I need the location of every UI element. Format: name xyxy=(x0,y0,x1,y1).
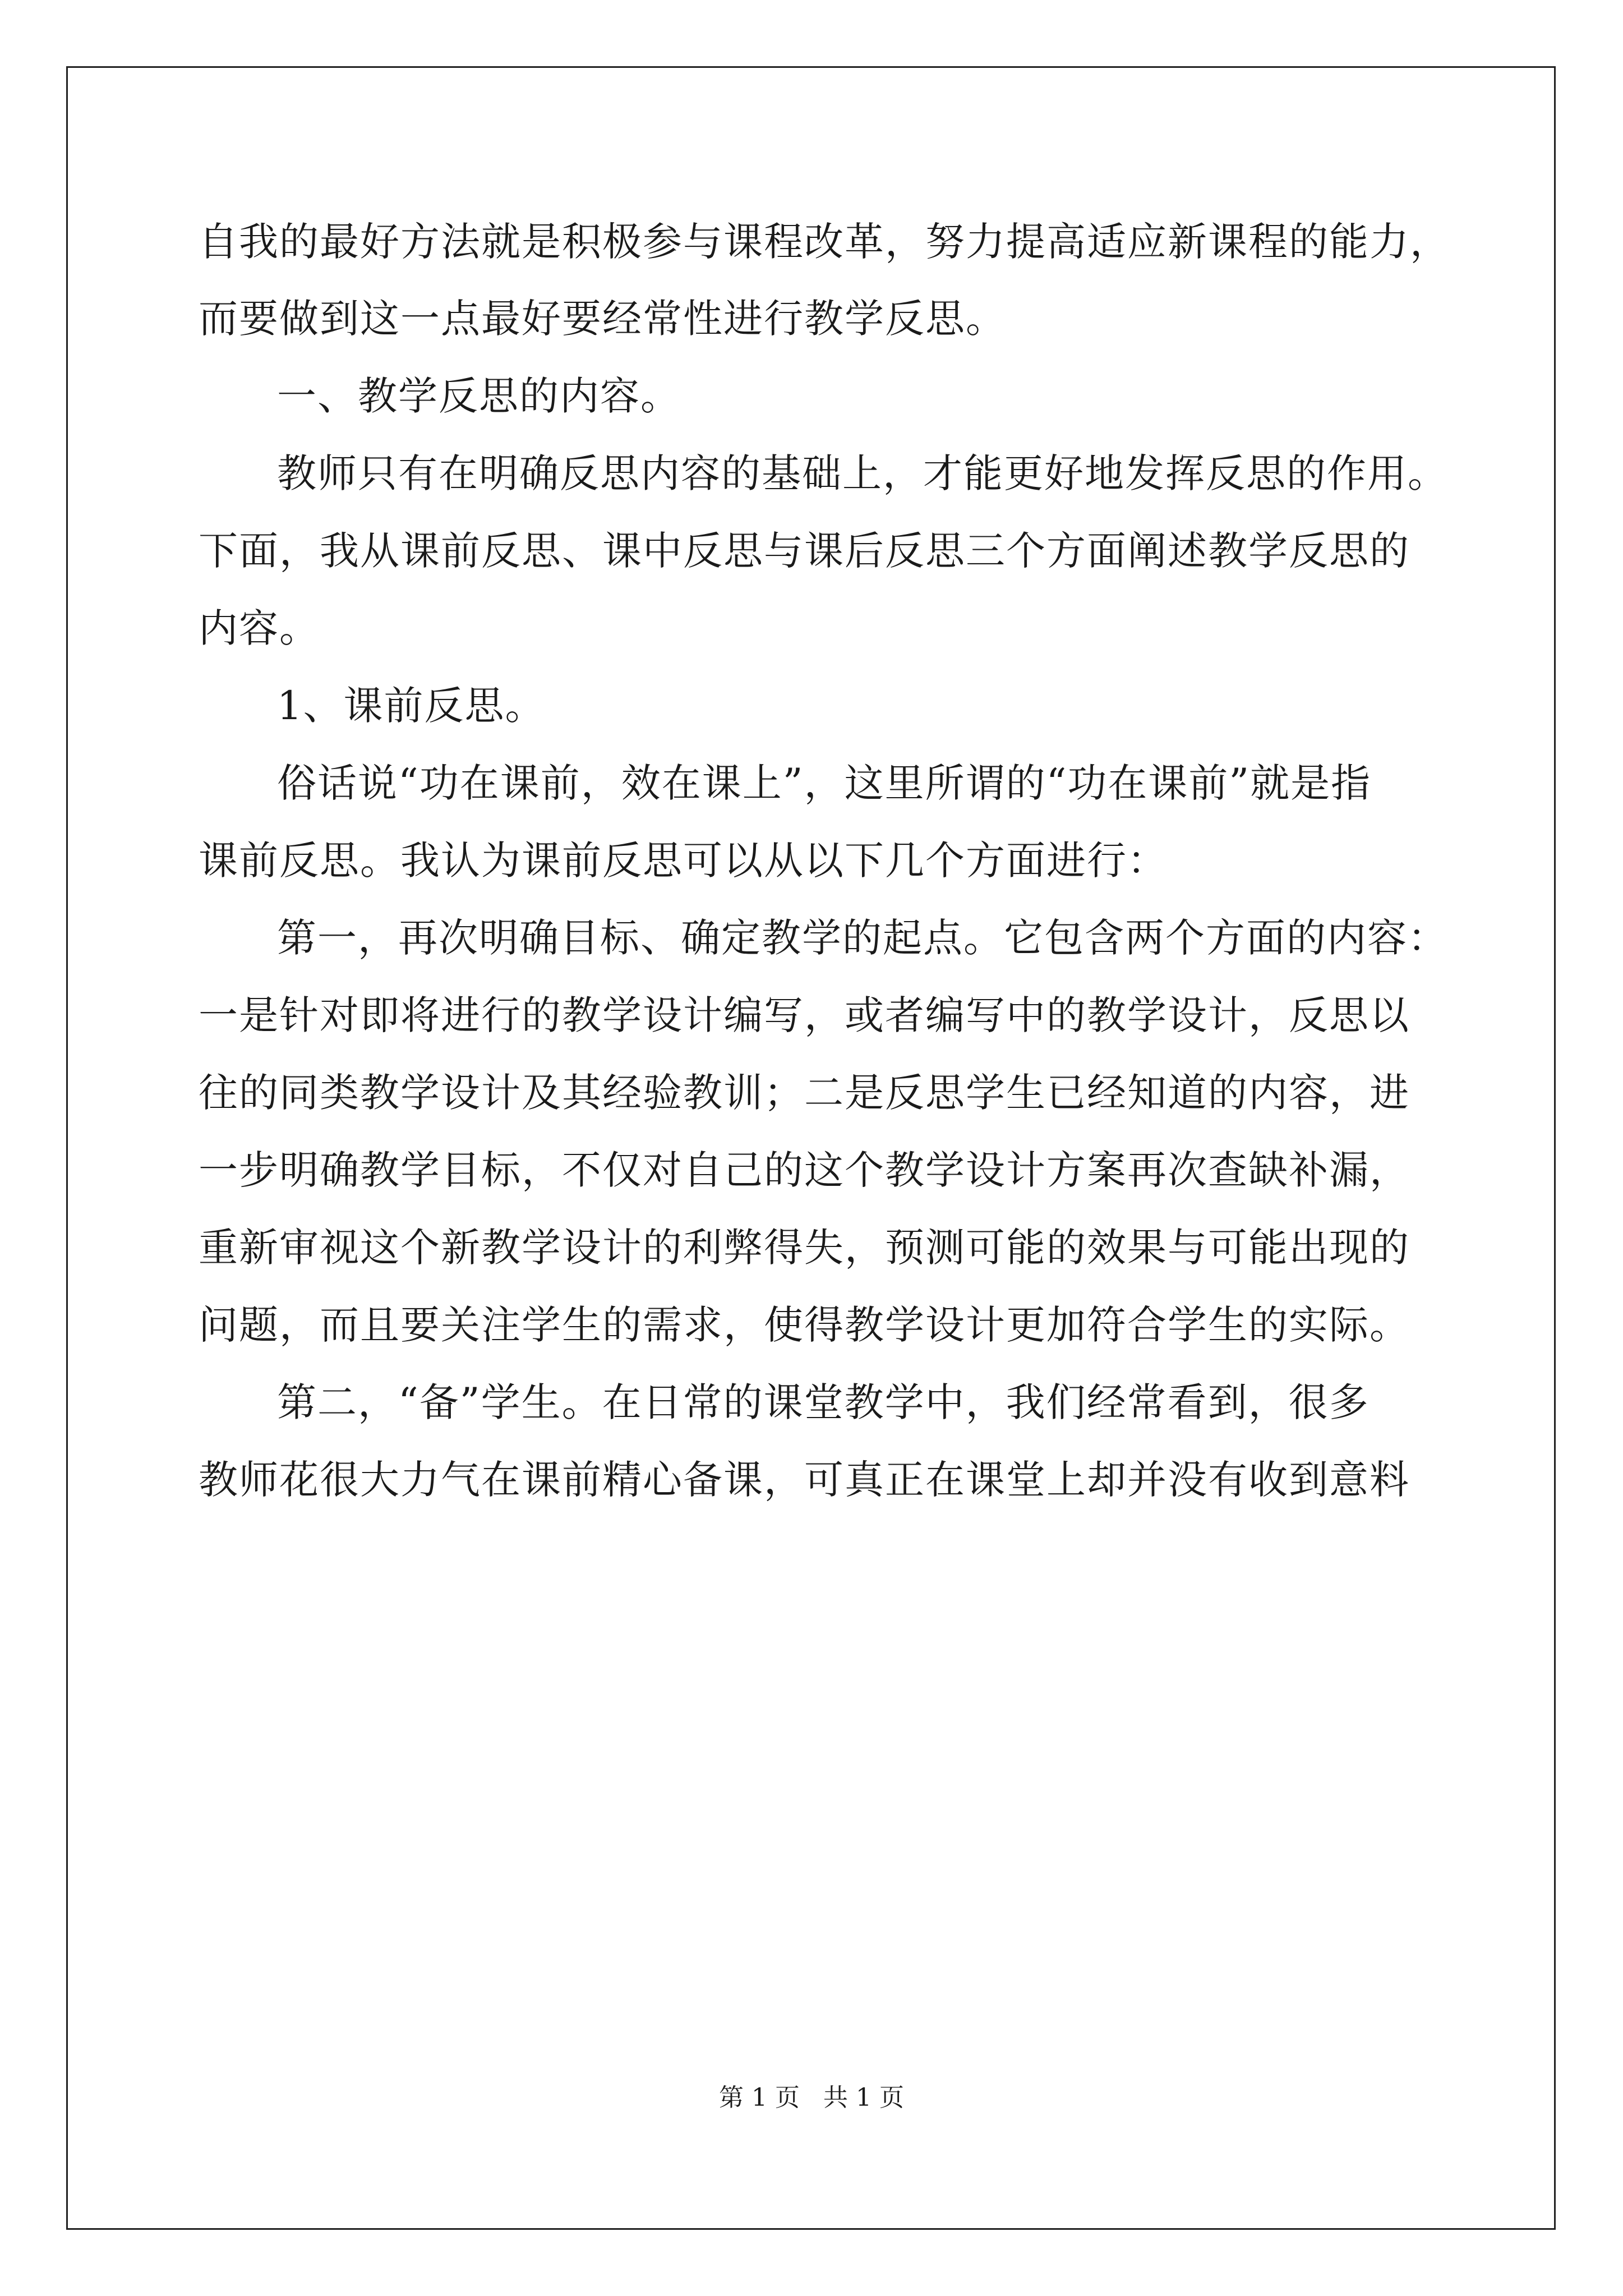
text-line: 俗话说“功在课前，效在课上”，这里所谓的“功在课前”就是指 xyxy=(277,760,1372,806)
text-line: 问题，而且要关注学生的需求，使得教学设计更加符合学生的实际。 xyxy=(199,1302,1410,1348)
text-line: 自我的最好方法就是积极参与课程改革，努力提高适应新课程的能力， xyxy=(199,219,1450,265)
text-line: 一步明确教学目标，不仅对自己的这个教学设计方案再次查缺补漏， xyxy=(199,1147,1410,1193)
text-line: 课前反思。我认为课前反思可以从以下几个方面进行： xyxy=(199,838,1168,884)
text-line: 而要做到这一点最好要经常性进行教学反思。 xyxy=(199,296,1006,342)
text-line: 教师花很大力气在课前精心备课，可真正在课堂上却并没有收到意料 xyxy=(199,1457,1410,1503)
text-line: 往的同类教学设计及其经验教训；二是反思学生已经知道的内容，进 xyxy=(199,1070,1410,1116)
text-line: 下面，我从课前反思、课中反思与课后反思三个方面阐述教学反思的 xyxy=(199,528,1410,574)
subsection-heading: 1、课前反思。 xyxy=(277,683,546,729)
text-line: 第二，“备”学生。在日常的课堂教学中，我们经常看到，很多 xyxy=(277,1379,1370,1425)
text-line: 内容。 xyxy=(199,605,320,651)
text-line: 第一，再次明确目标、确定教学的起点。它包含两个方面的内容： xyxy=(277,915,1448,961)
text-line: 重新审视这个新教学设计的利弊得失，预测可能的效果与可能出现的 xyxy=(199,1225,1410,1271)
text-line: 一是针对即将进行的教学设计编写，或者编写中的教学设计，反思以 xyxy=(199,992,1410,1038)
page-number-footer: 第 1 页 共 1 页 xyxy=(719,2083,904,2112)
section-heading: 一、教学反思的内容。 xyxy=(277,373,681,419)
text-line: 教师只有在明确反思内容的基础上，才能更好地发挥反思的作用。 xyxy=(277,450,1448,496)
